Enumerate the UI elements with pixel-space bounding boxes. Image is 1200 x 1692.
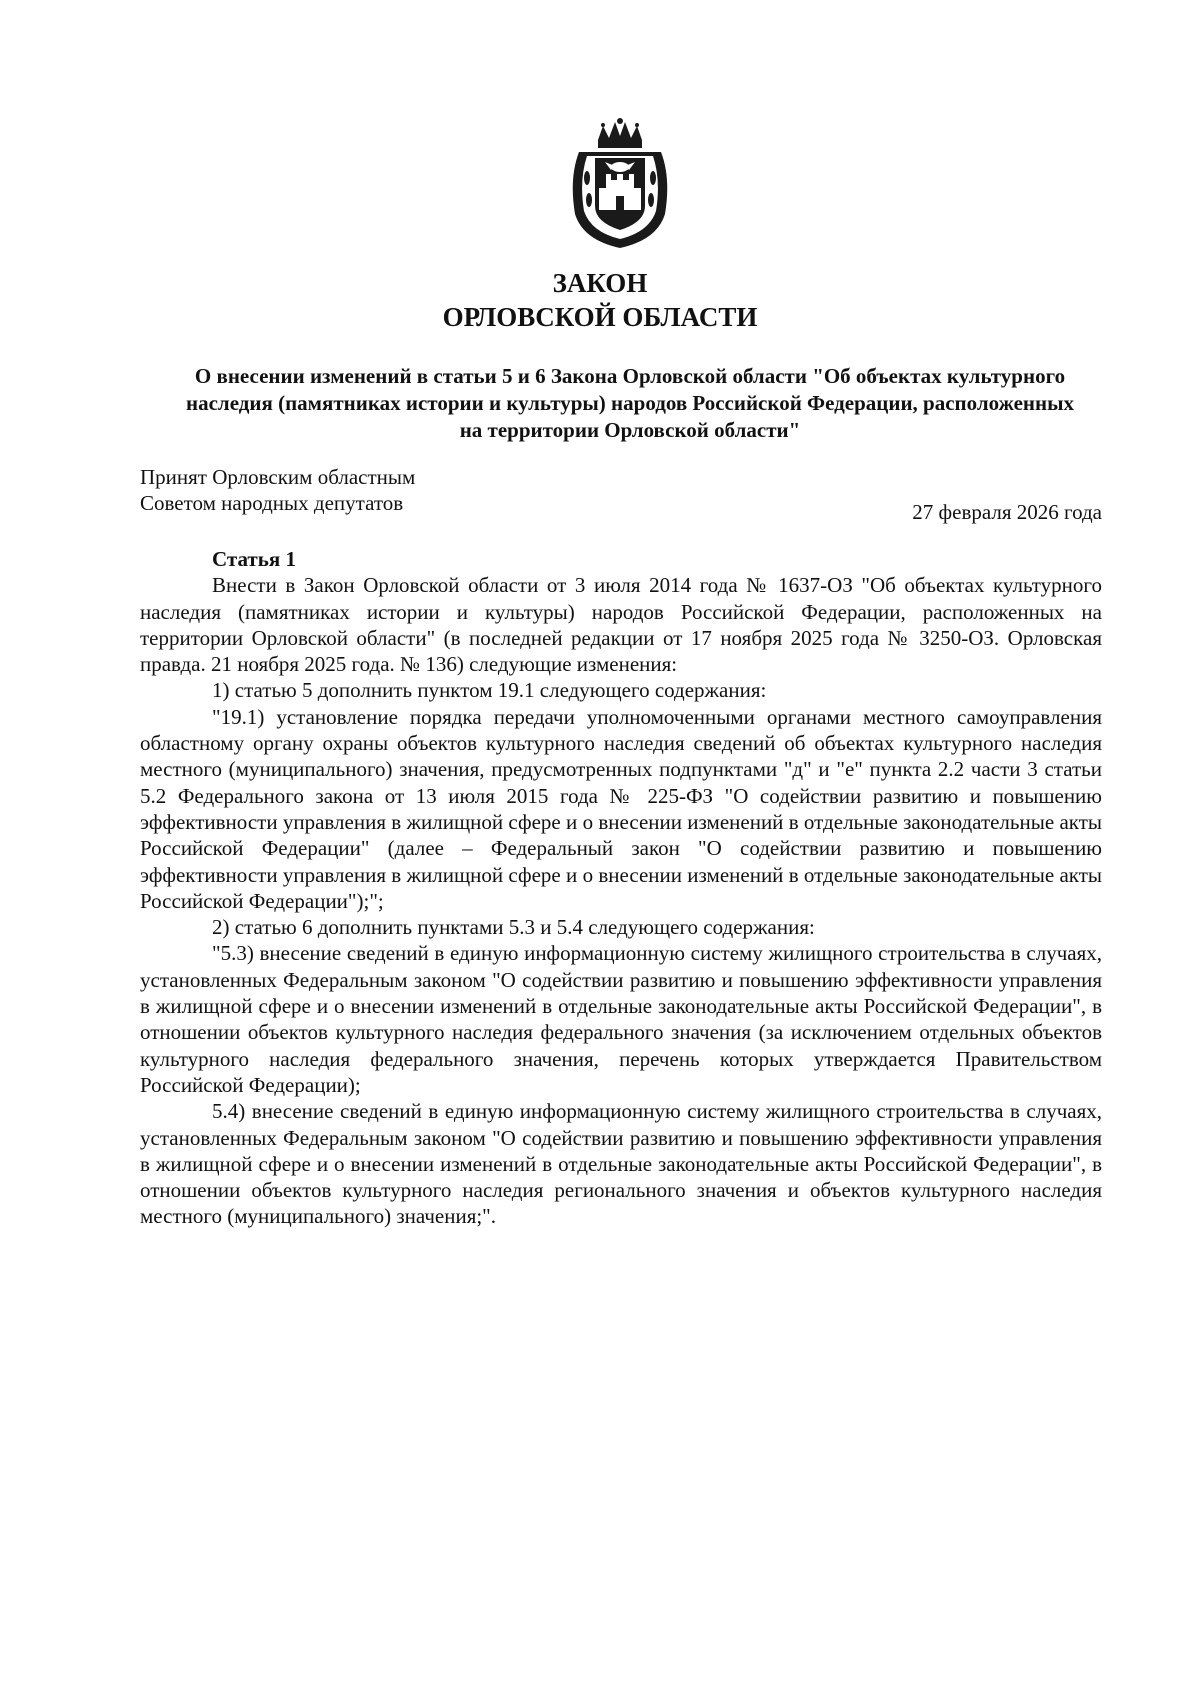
article-body [140,546,1102,1230]
adoption-line-1: Принят Орловским областным [140,465,416,489]
article-paragraph: 2) статью 6 дополнить пунктами 5.3 и 5.4 следующего содержания: [212,915,815,940]
title-line-1: ЗАКОН [552,268,648,298]
document-subtitle: О внесении изменений в статьи 5 и 6 Закона Орловской области "Об объектах культурного наследия (памятниках истории и культуры) народов Российской Федерации, расположенных на территории Орловской области" [186,364,1074,442]
adoption-date: 27 февраля 2026 года [912,500,1102,524]
adoption-line-2: Советом народных депутатов [140,491,404,515]
document-title [0,266,1200,334]
coat-of-arms-icon [565,118,675,250]
article-paragraph: "5.3) внесение сведений в единую информационную систему жилищного строительства в случаях, установленных Федеральным законом "О содействии развитию и повышению эффективности управления в жилищной сфере и о внесении изменений в отдельные законодательные акты Российской Федерации", в отношении объектов культурного наследия федерального значения (за исключением отдельных объектов культурного наследия федерального значения, перечень которых утверждается Правительством Российской Федерации); [140,941,1102,1097]
article-paragraph: "19.1) установление порядка передачи уполномоченными органами местного самоуправления областному органу охраны объектов культурного наследия сведений об объектах культурного наследия местного (муниципального) значения, предусмотренных подпунктами "д" и "е" пункта 2.2 части 3 статьи 5.2 Федерального закона от 13 июля 2015 года № 225-ФЗ "О содействии развитию и повышению эффективности управления в жилищной сфере и о внесении изменений в отдельные законодательные акты Российской Федерации" (далее – Федеральный закон "О содействии развитию и повышению эффективности управления в жилищной сфере и о внесении изменений в отдельные законодательные акты Российской Федерации");"; [140,704,1102,913]
article-paragraph: 5.4) внесение сведений в единую информационную систему жилищного строительства в случаях, установленных Федеральным законом "О содействии развитию и повышению эффективности управления в жилищной сфере и о внесении изменений в отдельные законодательные акты Российской Федерации", в отношении объектов культурного наследия регионального значения и объектов культурного наследия местного (муниципального) значения;". [140,1099,1102,1229]
article-paragraph: 1) статью 5 дополнить пунктом 19.1 следующего содержания: [212,678,767,703]
adoption-authority [140,464,415,516]
title-line-2: ОРЛОВСКОЙ ОБЛАСТИ [442,302,758,332]
article-paragraph: Внести в Закон Орловской области от 3 июля 2014 года № 1637-ОЗ "Об объектах культурного наследия (памятниках истории и культуры) народов Российской Федерации, расположенных на территории Орловской области" (в последней редакции от 17 ноября 2025 года № 3250-ОЗ. Орловская правда. 21 ноября 2025 года. № 136) следующие изменения: [140,573,1102,677]
article-heading: Статья 1 [212,547,296,571]
